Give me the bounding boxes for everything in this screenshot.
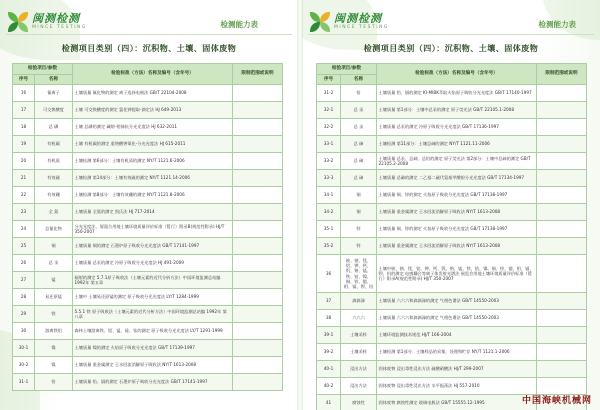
table-row [317, 204, 587, 221]
header-standard: 检验标准（方法）名称及编号（含年号） [377, 64, 537, 85]
limit-cell [537, 378, 587, 395]
seq-cell: 32-1 [317, 102, 341, 119]
left-page [0, 0, 298, 410]
seq-cell: 17 [13, 102, 35, 119]
standard-cell: 土壤 总磷的测定 碱熔-钼锑抗分光光度法 HJ 632-2011 [73, 119, 233, 136]
standard-cell: 土壤质量 铜、锌的测定 火焰原子吸收分光光度法 GB/T 17138-1997 [377, 221, 537, 238]
seq-cell: 40-2 [317, 378, 341, 395]
seq-cell: 38 [317, 310, 341, 327]
name-cell: 锌 [341, 238, 377, 255]
limit-cell [233, 136, 283, 153]
table-row [13, 102, 283, 119]
header-standard: 检验标准（方法）名称及编号（含年号） [73, 64, 233, 85]
seq-cell: 18 [13, 119, 35, 136]
name-cell: 镍 [35, 340, 73, 357]
seq-cell: 19 [13, 136, 35, 153]
page-title: 检测项目类别（四）：沉积物、土壤、固体废物 [61, 44, 237, 53]
footer-watermark: 中国海峡机械网 [521, 396, 592, 406]
name-cell: 土壤采样 [341, 344, 377, 361]
name-cell: 铁 [35, 306, 73, 323]
standard-cell: 土壤 可交换酸度的测定 氯化钾提取-滴定法 HJ 649-2013 [73, 102, 233, 119]
standard-cell: 土壤质量 重金属测定 王水回流消解原子吸收法 NY/T 1613-2008 [377, 238, 537, 255]
limit-cell [537, 102, 587, 119]
standard-cell: 5.5.1 铁 原子吸收法（土壤元素的近代分析方法）中国环境监测总站编 1992年 第八章 [73, 306, 233, 323]
table-row [13, 323, 283, 340]
name-cell: 总 砷 [341, 153, 377, 170]
seq-cell: 34-1 [317, 187, 341, 204]
page-header [302, 0, 600, 44]
standard-cell: 土壤质量 氟化物的测定 离子选择电极法 GB/T 22104-2008 [73, 85, 233, 102]
table-row [13, 340, 283, 357]
standard-cell: 土壤中铍、钠、镁、铝、钾、钙、钒、铬、锰、铁、钴、镍、铜、锌、锶、钼、镉、钡、铅的测定 电感耦合等离子体发射光谱法 展览会用地土壤环境质量评价标准（暂行）附录A(规范性附录) HJ/T 350-2007 [377, 255, 537, 293]
name-cell: 总 磷 [35, 119, 73, 136]
name-cell: 全 氮 [35, 204, 73, 221]
page-title: 检测项目类别（四）：沉积物、土壤、固体废物 [363, 44, 539, 53]
table-row [13, 221, 283, 238]
name-cell: 滴滴涕 [341, 293, 377, 310]
name-cell: 总氰化物 [35, 221, 73, 238]
table-row [13, 187, 283, 204]
capability-table [12, 63, 283, 391]
standard-cell: 辐射的测定 5.7.1原子吸收法（土壤元素的近代分析方法）中国环境监测总站编 1992年 第五章 [73, 272, 233, 289]
standard-cell: 土壤 有机碳的测定 重铬酸钾氧化-分光光度法 HJ 615-2011 [73, 136, 233, 153]
standard-cell: 土壤检测 第6部分：土壤有机质的测定 NY/T 1121.6-2006 [73, 153, 233, 170]
header-divider [308, 34, 594, 35]
table-row [317, 136, 587, 153]
name-cell: 有效硼 [35, 187, 73, 204]
capability-table [316, 63, 587, 410]
table-row [317, 378, 587, 395]
name-cell: 总 汞 [341, 102, 377, 119]
seq-cell: 30 [13, 323, 35, 340]
table-row [13, 204, 283, 221]
seq-cell: 31-2 [317, 85, 341, 102]
limit-cell [537, 85, 587, 102]
name-cell: 铜 [35, 238, 73, 255]
leaf-logo-icon [310, 12, 330, 32]
section-label: 检测能力表 [538, 20, 576, 29]
limit-cell [233, 238, 283, 255]
seq-cell: 33-2 [317, 153, 341, 170]
header-limit: 限制范围或说明 [233, 64, 283, 85]
name-cell: 总 汞 [341, 119, 377, 136]
header-seq: 序号 [317, 75, 341, 85]
header-name: 名称 [341, 75, 377, 85]
limit-cell [537, 153, 587, 170]
limit-cell [537, 136, 587, 153]
standard-cell: 土壤质量 铅、镉的测定 石墨炉原子吸收分光光度法 GB/T 17141-1997 [73, 374, 233, 391]
limit-cell [537, 327, 587, 344]
table-row [13, 357, 283, 374]
limit-cell [233, 204, 283, 221]
standard-cell: 土壤质量 总汞、总砷、总铅的测定 原子荧光法 第2部分：土壤中总砷的测定 GB/T 22105.2-2008 [377, 153, 537, 170]
standard-cell: 土壤质量 全氮的测定 凯氏法 HJ 717-2014 [73, 204, 233, 221]
limit-cell [233, 255, 283, 272]
table-row [13, 119, 283, 136]
limit-cell [233, 153, 283, 170]
brand-name: 闽测检测 [334, 12, 382, 26]
limit-cell [537, 170, 587, 187]
limit-cell [233, 306, 283, 323]
limit-cell [537, 221, 587, 238]
standard-cell: 土壤质量 六六六和滴滴涕的测定 气相色谱法 GB/T 14550-2003 [377, 310, 537, 327]
header-divider [6, 34, 292, 35]
standard-cell: 土壤质量 总砷的测定 二乙基二硫代氨基甲酸银分光光度法 GB/T 17134-1997 [377, 170, 537, 187]
standard-cell: 土壤质量 铜、锌的测定 火焰原子吸收分光光度法 GB/T 17138-1997 [377, 187, 537, 204]
seq-cell: 35-1 [317, 221, 341, 238]
limit-cell [537, 293, 587, 310]
standard-cell: 固体废物 浸出毒性浸出方法 水平振荡法 HJ 557-2010 [377, 378, 537, 395]
standard-cell: 土壤质量 镍的测定 火焰原子吸收分光光度法 GB/T 17139-1997 [73, 340, 233, 357]
limit-cell [233, 272, 283, 289]
table-row [13, 170, 283, 187]
brand-logo [310, 12, 389, 32]
standard-cell: 土壤检测 第14部分：土壤有效硫的测定 NY/T 1121.14-2006 [73, 170, 233, 187]
standard-cell: 土壤质量 铅、镉的测定 KI-MIBK萃取火焰原子吸收分光光度法 GB/T 17140-1997 [377, 85, 537, 102]
seq-cell: 41 [317, 395, 341, 410]
table-row [317, 170, 587, 187]
name-cell: 总 砷 [341, 136, 377, 153]
table-row [317, 327, 587, 344]
name-cell: 浸出方法 [341, 361, 377, 378]
table-row [13, 238, 283, 255]
name-cell: 总 汞 [35, 255, 73, 272]
table-row [13, 136, 283, 153]
standard-cell: 土壤检测 第11部分：土壤总砷的测定 NY/T 1121.11-2006 [377, 136, 537, 153]
standard-cell: 土壤质量 重金属测定 王水回流消解原子吸收法 NY/T 1613-2008 [73, 357, 233, 374]
seq-cell: 22 [13, 187, 35, 204]
seq-cell: 29 [13, 306, 35, 323]
name-cell: 有机碳 [35, 136, 73, 153]
limit-cell [233, 289, 283, 306]
header-seq: 序号 [13, 75, 35, 85]
limit-cell [537, 344, 587, 361]
name-cell: 锌 [341, 221, 377, 238]
standard-cell: 土壤中 土壤易还原锰的测定 原子吸收分光光度法 LY/T 1284-1999 [73, 289, 233, 306]
header-limit: 限制范围或说明 [537, 64, 587, 85]
seq-cell: 28 [13, 289, 35, 306]
brand-name: 闽测检测 [32, 12, 80, 26]
standard-cell: 土壤质量 第1部分：土壤中总汞的测定 原子荧光法 GB/T 22105.1-2008 [377, 102, 537, 119]
standard-cell: 土壤质量 总汞的测定 冷原子吸收分光光度法 HJ 491-2009 [73, 255, 233, 272]
name-cell: 六六六 [341, 310, 377, 327]
header-name: 名称 [35, 75, 73, 85]
name-cell: 易还原锰 [35, 289, 73, 306]
seq-cell: 40-1 [317, 361, 341, 378]
name-cell: 锰 [35, 272, 73, 289]
seq-cell: 39-2 [317, 344, 341, 361]
limit-cell [233, 85, 283, 102]
limit-cell [537, 361, 587, 378]
seq-cell: 36 [317, 255, 341, 293]
header-group: 检验项目/参数 [13, 64, 73, 75]
table-row [13, 306, 283, 323]
table-row [317, 221, 587, 238]
table-row [317, 293, 587, 310]
standard-cell: 固体废物 浸出毒性浸出方法 硫酸硝酸法 HJ/T 299-2007 [377, 361, 537, 378]
standard-cell: 固体废物 腐蚀性测定 玻璃电极法 GB/T 15555.12-1995 [377, 395, 537, 410]
limit-cell [233, 170, 283, 187]
standard-cell: 分光光度法，屑氮合用地土壤环境质量评价标准（暂行）附录B(规范性附录) HJ/T 350-2007 [73, 221, 233, 238]
limit-cell [233, 119, 283, 136]
table-row [317, 361, 587, 378]
limit-cell [537, 255, 587, 293]
seq-cell: 25 [13, 238, 35, 255]
seq-cell: 30-1 [13, 340, 35, 357]
seq-cell: 27 [13, 272, 35, 289]
table-row [13, 153, 283, 170]
limit-cell [537, 238, 587, 255]
standard-cell: 土壤检测 第1部分：土壤样品的采集、处理和贮存 NY/T 1121.1-2006 [377, 344, 537, 361]
standard-cell: 土壤质量 重金属测定 王水回流消解原子吸收法 NY/T 1613-2008 [377, 204, 537, 221]
seq-cell: 33-1 [317, 136, 341, 153]
seq-cell: 39-1 [317, 327, 341, 344]
name-cell: 腐蚀性 [341, 395, 377, 410]
seq-cell: 20 [13, 153, 35, 170]
standard-cell: 土壤质量 六六六和滴滴涕的测定 气相色谱法 GB/T 14550-2003 [377, 293, 537, 310]
seq-cell: 37 [317, 293, 341, 310]
section-label: 检测能力表 [220, 20, 258, 29]
header-group: 检验项目/参数 [317, 64, 377, 75]
standard-cell: 土壤检测 第8部分：土壤有效硼的测定 NY/T 1121.8-2006 [73, 187, 233, 204]
leaf-logo-icon [8, 12, 28, 32]
table-row [317, 85, 587, 102]
name-cell: 铅 [35, 374, 73, 391]
table-row [317, 153, 587, 170]
seq-cell: 21 [13, 170, 35, 187]
name-cell: 有效硫 [35, 170, 73, 187]
table-row [317, 310, 587, 327]
table-row [317, 344, 587, 361]
limit-cell [537, 310, 587, 327]
name-cell: 土壤采样 [341, 327, 377, 344]
name-cell: 镍 [35, 357, 73, 374]
seq-cell: 31-1 [13, 374, 35, 391]
limit-cell [233, 323, 283, 340]
name-cell: 有机质 [35, 153, 73, 170]
seq-cell: 32-2 [317, 119, 341, 136]
seq-cell: 33-3 [317, 170, 341, 187]
limit-cell [233, 357, 283, 374]
standard-cell: 土壤环境监测技术规范 HJ/T 166-2004 [377, 327, 537, 344]
table-row [13, 289, 283, 306]
name-cell: 可交换酸度 [35, 102, 73, 119]
name-cell: 总 砷 [341, 170, 377, 187]
limit-cell [233, 187, 283, 204]
seq-cell: 35-2 [317, 238, 341, 255]
seq-cell: 23 [13, 204, 35, 221]
seq-cell: 30-2 [13, 357, 35, 374]
table-row [13, 374, 283, 391]
seq-cell: 16 [13, 85, 35, 102]
table-row [317, 187, 587, 204]
seq-cell: 34-2 [317, 204, 341, 221]
brand-name-en: MINCE TESTING [334, 25, 389, 31]
seq-cell: 26 [13, 255, 35, 272]
name-cell: 氰离子 [35, 85, 73, 102]
limit-cell [233, 102, 283, 119]
table-row [13, 272, 283, 289]
standard-cell: 森林土壤游离铁、铝、锰、硅、钛的测定 原子吸收分光光度法 LY/T 1291-1999 [73, 323, 233, 340]
limit-cell [233, 340, 283, 357]
name-cell: 铜 [341, 187, 377, 204]
right-page [302, 0, 600, 410]
standard-cell: 土壤质量 总汞的测定 冷原子吸收分光光度法 GB/T 17136-1997 [377, 119, 537, 136]
table-row [317, 102, 587, 119]
table-row [317, 255, 587, 293]
limit-cell [233, 374, 283, 391]
table-row [317, 238, 587, 255]
name-cell: 铅 [341, 85, 377, 102]
name-cell: 铜 [341, 204, 377, 221]
table-row [13, 85, 283, 102]
name-cell: 游离铁铝 [35, 323, 73, 340]
table-row [13, 255, 283, 272]
seq-cell: 24 [13, 221, 35, 238]
standard-cell: 土壤质量 铜的测定 石墨炉原子吸收分光光度法 GB/T 17141-1997 [73, 238, 233, 255]
limit-cell [537, 204, 587, 221]
name-cell: 铍、钠、镁、铝、钾、钙、钒、铬、锰、铁、钴、镍、铜、锌、锶、钼、镉、钡、铅 [341, 255, 377, 293]
name-cell: 浸出方法 [341, 378, 377, 395]
limit-cell [537, 187, 587, 204]
page-header [0, 0, 298, 44]
limit-cell [537, 119, 587, 136]
table-row [317, 119, 587, 136]
brand-logo [8, 12, 87, 32]
limit-cell [233, 221, 283, 238]
brand-name-en: MINCE TESTING [32, 25, 87, 31]
